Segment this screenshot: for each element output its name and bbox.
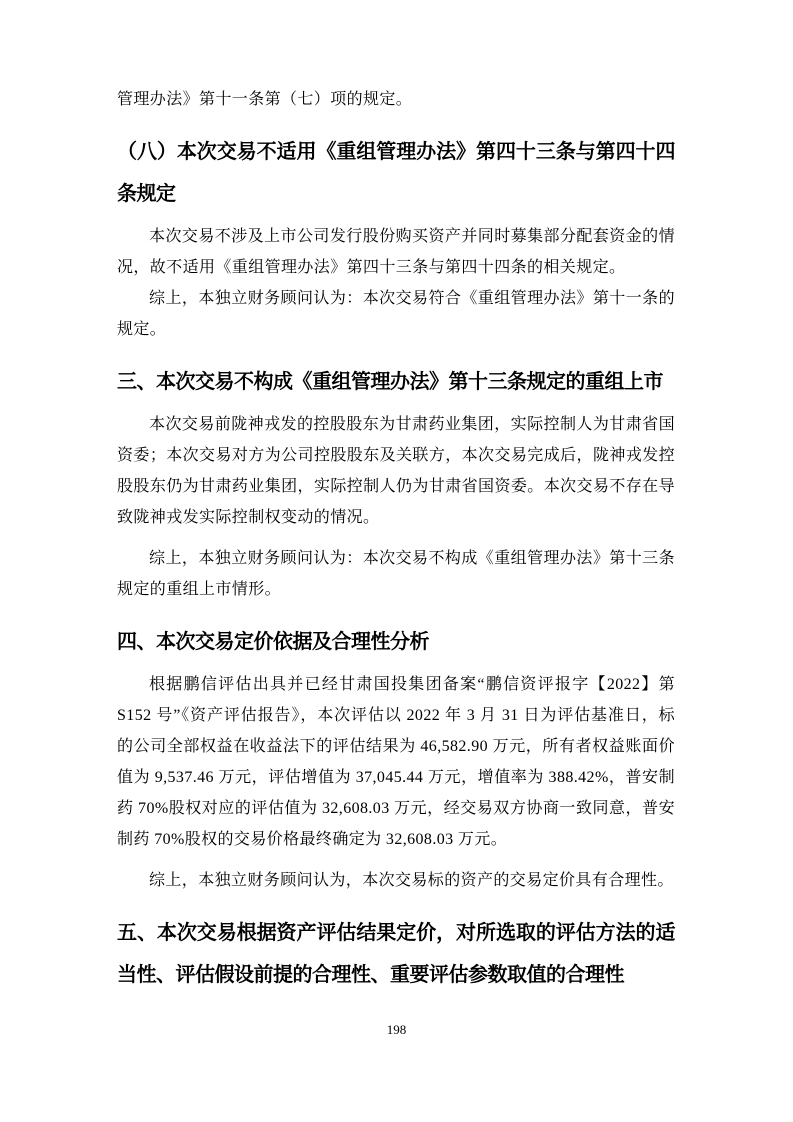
section-heading-5-valuation-method: 五、本次交易根据资产评估结果定价，对所选取的评估方法的适当性、评估假设前提的合理性、重要评估参数取值的合理性 [117,922,675,986]
paragraph-valuation-details: 根据鹏信评估出具并已经甘肃国投集团备案“鹏信资评报字【2022】第 S152 号”《资产评估报告》，本次评估以 2022 年 3 月 31 日为评估基准日，标的公司全部权益在收益法下的评估结果为 46,582.90 万元，所有者权益账面价值为 9,537.46 万元，评估增值为 37,045.44 万元，增值率为 388.42%，普安制药 70%股权对应的评估值为 32,608.03 万元，经交易双方协商一致同意，普安制药 70%股权的交易价格最终确定为 32,608.03 万元。 [117,676,675,848]
paragraph-continuation: 管理办法》第十一条第（七）项的规定。 [117,91,413,108]
paragraph-advisor-conclusion-pricing: 综上，本独立财务顾问认为，本次交易标的资产的交易定价具有合理性。 [149,872,674,889]
document-content [117,84,675,1002]
paragraph-advisor-conclusion-article13: 综上，本独立财务顾问认为：本次交易不构成《重组管理办法》第十三条规定的重组上市情形。 [117,550,675,598]
page-number: 198 [386,1022,407,1037]
section-heading-3-no-backdoor-listing: 三、本次交易不构成《重组管理办法》第十三条规定的重组上市 [117,371,663,393]
paragraph-control-unchanged: 本次交易前陇神戎发的控股股东为甘肃药业集团，实际控制人为甘肃省国资委；本次交易对方为公司控股股东及关联方，本次交易完成后，陇神戎发控股股东仍为甘肃药业集团，实际控制人仍为甘肃省国资委。本次交易不存在导致陇神戎发实际控制权变动的情况。 [117,416,675,526]
section-heading-4-pricing-basis: 四、本次交易定价依据及合理性分析 [117,631,429,653]
section-heading-8-not-applicable: （八）本次交易不适用《重组管理办法》第四十三条与第四十四条规定 [117,141,675,205]
paragraph-advisor-conclusion-article11: 综上，本独立财务顾问认为：本次交易符合《重组管理办法》第十一条的规定。 [117,290,675,338]
paragraph-no-fundraising: 本次交易不涉及上市公司发行股份购买资产并同时募集部分配套资金的情况，故不适用《重组管理办法》第四十三条与第四十四条的相关规定。 [117,228,675,276]
